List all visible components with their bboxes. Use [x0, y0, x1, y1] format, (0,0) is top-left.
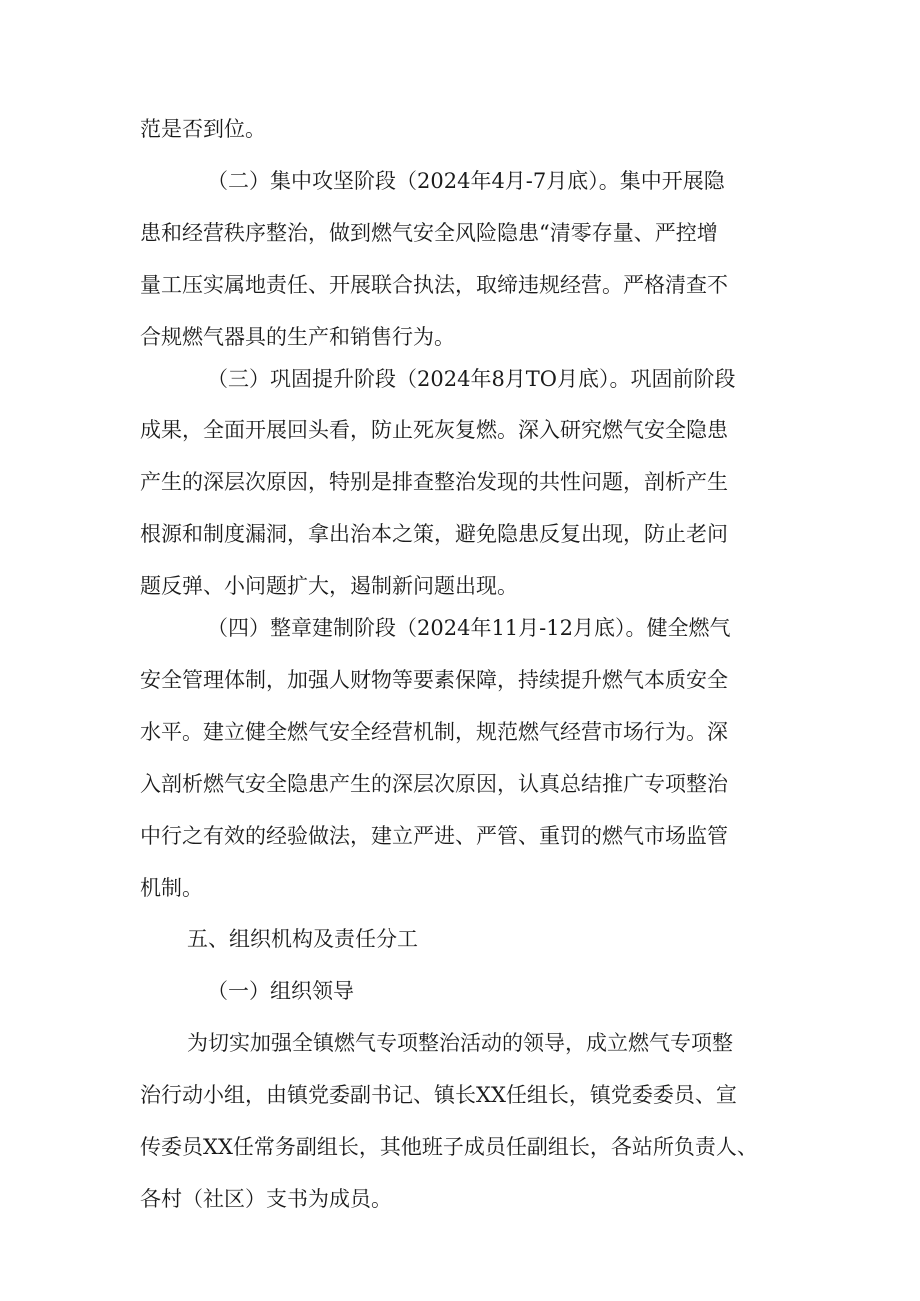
body-text: 题反弹、小问题扩大，遏制新问题出现。	[140, 574, 518, 598]
body-line	[0, 259, 920, 311]
body-text: 成果，全面开展回头看，防止死灰复燃。深入研究燃气安全隐患	[140, 418, 728, 442]
body-text: 为切实加强全镇燃气专项整治活动的领导，成立燃气专项整	[187, 1031, 733, 1055]
body-text: 合规燃气器具的生产和销售行为。	[140, 325, 455, 349]
body-line	[0, 1173, 920, 1225]
stage-heading-text: （三）巩固提升阶段（2024年8月TO月底）。巩固前阶段	[207, 367, 736, 391]
body-text: 患和经营秩序整治，做到燃气安全风险隐患“清零存量、严控增	[140, 221, 718, 245]
body-text: 传委员XX任常务副组长，其他班子成员任副组长，各站所负责人、	[140, 1135, 758, 1159]
body-line	[0, 103, 920, 155]
body-text: 产生的深层次原因，特别是排查整治发现的共性问题，剖析产生	[140, 470, 728, 494]
body-text: 安全管理体制，加强人财物等要素保障，持续提升燃气本质安全	[140, 668, 728, 692]
subsection-heading-text: （一）组织领导	[207, 979, 354, 1003]
body-line	[0, 207, 920, 259]
body-text: 入剖析燃气安全隐患产生的深层次原因，认真总结推广专项整治	[140, 772, 728, 796]
body-text: 范是否到位。	[140, 117, 266, 141]
body-line	[0, 404, 920, 456]
body-line	[0, 456, 920, 508]
body-line	[0, 1121, 920, 1173]
body-text: 水平。建立健全燃气安全经营机制，规范燃气经营市场行为。深	[140, 720, 728, 744]
paragraph-first-line	[0, 602, 920, 654]
body-text: 机制。	[140, 876, 203, 900]
body-line	[0, 654, 920, 706]
body-text: 各村（社区）支书为成员。	[140, 1187, 392, 1211]
body-line	[0, 758, 920, 810]
body-line	[0, 810, 920, 862]
body-text: 治行动小组，由镇党委副书记、镇长XX任组长，镇党委委员、宣	[140, 1083, 737, 1107]
body-line	[0, 1069, 920, 1121]
subsection-heading	[0, 965, 920, 1017]
stage-heading-text: （二）集中攻坚阶段（2024年4月-7月底）。集中开展隐	[207, 169, 725, 193]
paragraph-first-line	[0, 1017, 920, 1069]
body-line	[0, 706, 920, 758]
body-line	[0, 862, 920, 914]
body-line	[0, 508, 920, 560]
paragraph-first-line	[0, 155, 920, 207]
section-heading-text: 五、组织机构及责任分工	[187, 927, 418, 951]
body-text: 中行之有效的经验做法，建立严进、严管、重罚的燃气市场监管	[140, 824, 728, 848]
stage-heading-text: （四）整章建制阶段（2024年11月-12月底）。健全燃气	[207, 616, 731, 640]
section-heading	[0, 913, 920, 965]
body-text: 根源和制度漏洞，拿出治本之策，避免隐患反复出现，防止老问	[140, 522, 728, 546]
body-text: 量工压实属地责任、开展联合执法，取缔违规经营。严格清查不	[140, 273, 728, 297]
paragraph-first-line	[0, 353, 920, 405]
